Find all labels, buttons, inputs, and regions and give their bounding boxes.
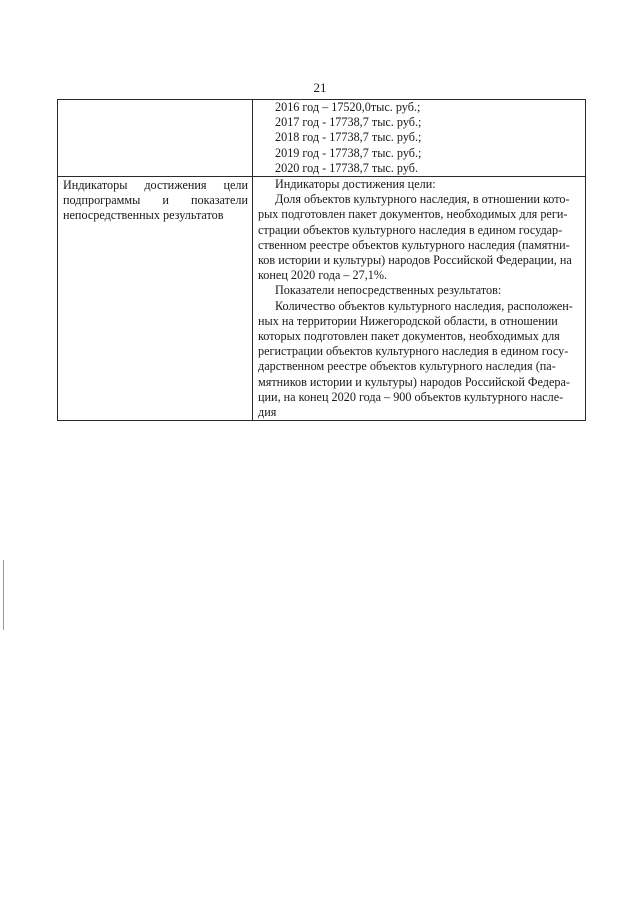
results-heading: Показатели непосредственных результатов: [275, 283, 502, 298]
finance-label-cell [58, 100, 253, 177]
results-text-line: Количество объектов культурного наследия, расположен- [275, 298, 573, 313]
finance-row [58, 100, 586, 177]
finance-year-2018: 2018 год - 17738,7 тыс. руб.; [275, 130, 422, 145]
results-text-line: которых подготовлен пакет документов, необходимых для [258, 329, 560, 344]
finance-year-2019: 2019 год - 17738,7 тыс. руб.; [275, 145, 422, 160]
goal-text-line: конец 2020 года – 27,1%. [258, 268, 388, 283]
results-text-line: дия [258, 405, 277, 420]
goal-text-line: рых подготовлен пакет документов, необходимых для реги- [258, 207, 568, 222]
indicators-heading: Индикаторы достижения цели: [275, 177, 436, 192]
goal-text-line: Доля объектов культурного наследия, в отношении кото- [275, 192, 570, 207]
indicators-label-cell [58, 177, 253, 421]
finance-year-2016: 2016 год – 17520,0тыс. руб.; [275, 100, 421, 114]
goal-text-line: страции объектов культурного наследия в едином государ- [258, 222, 563, 237]
passport-table [57, 99, 586, 421]
indicators-label: Индикаторы достижения цели подпрограммы и показатели непосредственных результатов [63, 178, 248, 223]
finance-year-2020: 2020 год - 17738,7 тыс. руб. [275, 160, 418, 175]
goal-text-line: ственном реестре объектов культурного наследия (памятни- [258, 237, 570, 252]
results-text-line: ных на территории Нижегородской области, в отношении [258, 313, 558, 328]
page-number: 21 [313, 80, 327, 95]
results-text-line: дарственном реестре объектов культурного наследия (па- [258, 359, 556, 374]
results-text-line: регистрации объектов культурного наследия в едином госу- [258, 344, 569, 359]
indicators-row [58, 177, 586, 421]
scan-margin-mark [3, 560, 4, 630]
finance-values-cell [253, 100, 586, 177]
goal-text-line: ков истории и культуры) народов Российской Федерации, на [258, 253, 572, 268]
finance-list [258, 100, 581, 176]
results-text-line: ции, на конец 2020 года – 900 объектов культурного насле- [258, 389, 564, 404]
finance-year-2017: 2017 год - 17738,7 тыс. руб.; [275, 115, 422, 130]
indicators-content-cell [253, 177, 586, 421]
results-text-line: мятников истории и культуры) народов Российской Федера- [258, 374, 570, 389]
